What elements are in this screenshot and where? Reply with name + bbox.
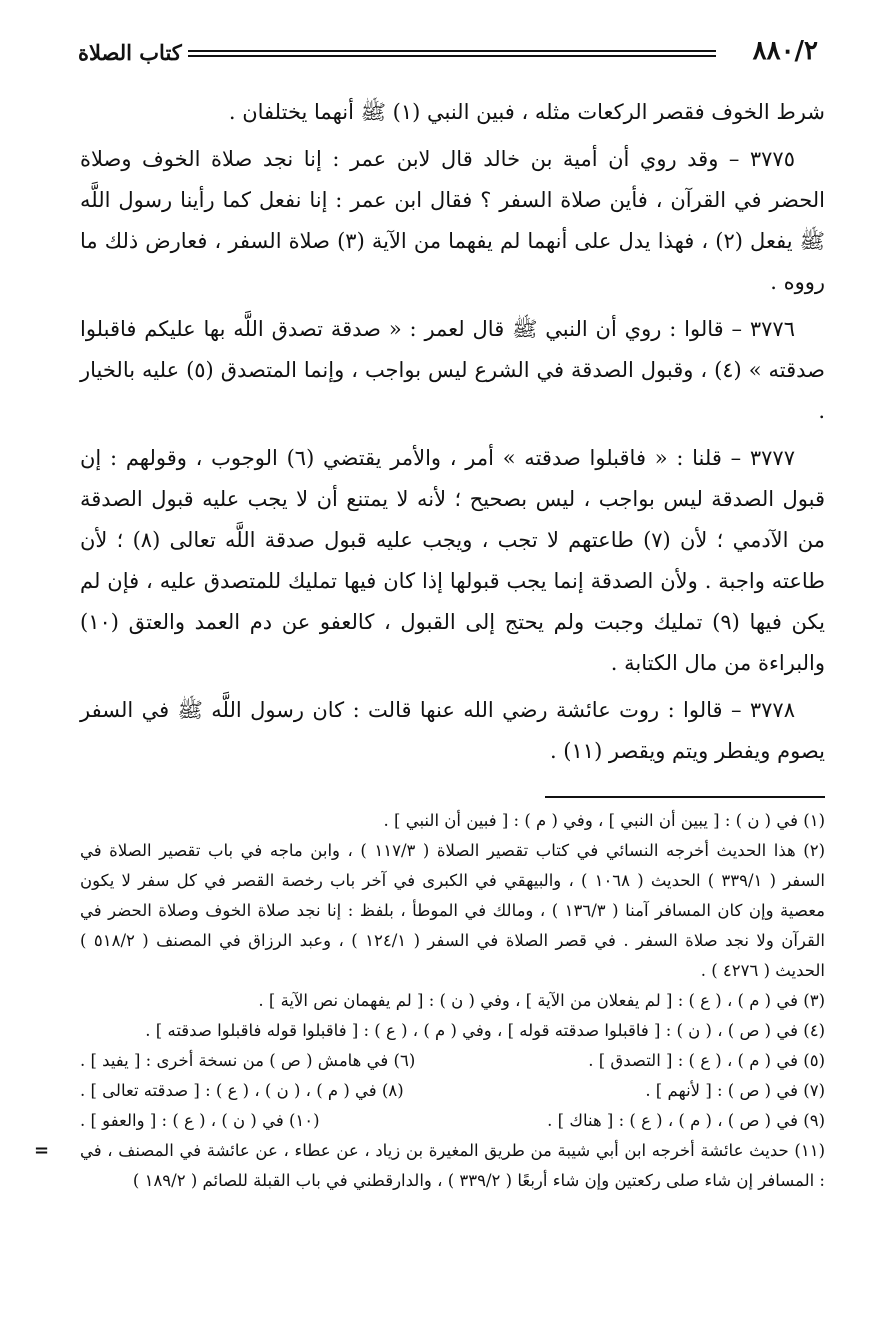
book-title: كتاب الصلاة (78, 40, 182, 65)
page-header (78, 36, 818, 72)
footnote-11-text: (١١) حديث عائشة أخرجه ابن أبي شيبة من طريق المغيرة بن زياد ، عن عطاء ، عن عائشة في المصنف ، في : المسافر إن شاء صلى ركعتين وإن شاء أربعًا ( ٣٣٩/٢ ) ، والدارقطني في باب القبلة للصائم ( ١٨٩/٢ ) (80, 1141, 825, 1190)
footnote-3: (٣) في ( م ) ، ( ع ) : [ لم يفعلان من الآية ] ، وفي ( ن ) : [ لم يفهمان نص الآية ] . (258, 991, 825, 1010)
footnote-1: (١) في ( ن ) : [ يبين أن النبي ] ، وفي ( م ) : [ فبين أن النبي ] . (383, 811, 825, 830)
footnote-5: (٥) في ( م ) ، ( ع ) : [ التصدق ] . (588, 1051, 825, 1070)
page-number: ٨٨٠/٢ (752, 36, 818, 66)
main-text (80, 92, 825, 778)
footnote-6: (٦) في هامش ( ص ) من نسخة أخرى : [ يفيد ] . (80, 1051, 416, 1070)
header-rule (188, 50, 716, 57)
footnote-4: (٤) في ( ص ) ، ( ن ) : [ فاقبلوا صدقته قوله ] ، وفي ( م ) ، ( ع ) : [ فاقبلوا قوله فاقبلوا صدقته ] . (145, 1021, 825, 1040)
footnote-11 (34, 1136, 825, 1196)
paragraph-3775: ٣٧٧٥ – وقد روي أن أمية بن خالد قال لابن عمر : إنا نجد صلاة الخوف وصلاة الحضر في القرآن ، فأين صلاة السفر ؟ فقال ابن عمر : إنا نفعل كما رأينا رسول اللَّه ﷺ يفعل (٢) ، فهذا يدل على أنهما لم يفهما من الآية (٣) صلاة السفر ، فعارض ذلك ما رووه . (80, 147, 826, 294)
continuation-mark: = (34, 1140, 50, 1161)
footnote-row-7-8 (80, 1076, 825, 1106)
paragraph-1: شرط الخوف فقصر الركعات مثله ، فبين النبي (١) ﷺ أنهما يختلفان . (228, 100, 825, 124)
paragraph-3777: ٣٧٧٧ – قلنا : « فاقبلوا صدقته » أمر ، والأمر يقتضي (٦) الوجوب ، وقولهم : إن قبول الصدقة ليس بواجب ، ليس بصحيح ؛ لأنه لا يمتنع أن لا يجب عليه قبول الصدقة من الآدمي ؛ لأن (٧) طاعتهم لا تجب ، ويجب عليه قبول صدقة اللَّه تعالى (٨) ؛ لأن طاعته واجبة . ولأن الصدقة إنما يجب قبولها إذا كان فيها تمليك للمتصدق عليه ، فإن لم يكن فيها (٩) تمليك وجبت ولم يحتج إلى القبول ، كالعفو عن دم العمد والعتق (١٠) والبراءة من مال الكتابة . (80, 446, 825, 675)
footnote-row-5-6 (80, 1046, 825, 1076)
footnote-divider (545, 796, 825, 798)
footnote-2: (٢) هذا الحديث أخرجه النسائي في كتاب تقصير الصلاة ( ١١٧/٣ ) ، وابن ماجه في باب تقصير الصلاة في السفر ( ٣٣٩/١ ) الحديث ( ١٠٦٨ ) ، والبيهقي في الكبرى في آخر باب رخصة القصر في كل سفر لا يكون معصية وإن كان المسافر آمنا ( ١٣٦/٣ ) ، ومالك في الموطأ ، بلفظ : إنا نجد صلاة الخوف وصلاة الحضر في القرآن ولا نجد صلاة السفر . في قصر الصلاة في السفر ( ١٢٤/١ ) ، وعبد الرزاق في المصنف ( ٥١٨/٢ ) الحديث ( ٤٢٧٦ ) . (80, 841, 825, 980)
footnote-7: (٧) في ( ص ) : [ لأنهم ] . (645, 1081, 825, 1100)
footnote-9: (٩) في ( ص ) ، ( م ) ، ( ع ) : [ هناك ] . (547, 1111, 825, 1130)
footnote-8: (٨) في ( م ) ، ( ن ) ، ( ع ) : [ صدقته تعالى ] . (80, 1081, 404, 1100)
footnotes (34, 806, 825, 1196)
footnote-row-9-10 (80, 1106, 825, 1136)
paragraph-3778: ٣٧٧٨ – قالوا : روت عائشة رضي الله عنها قالت : كان رسول اللَّه ﷺ في السفر يصوم ويفطر ويتم ويقصر (١١) . (80, 698, 825, 763)
paragraph-3776: ٣٧٧٦ – قالوا : روي أن النبي ﷺ قال لعمر : « صدقة تصدق اللَّه بها عليكم فاقبلوا صدقته » (٤) ، وقبول الصدقة في الشرع ليس بواجب ، وإنما المتصدق (٥) عليه بالخيار . (80, 317, 825, 423)
footnote-10: (١٠) في ( ن ) ، ( ع ) : [ والعفو ] . (80, 1111, 320, 1130)
